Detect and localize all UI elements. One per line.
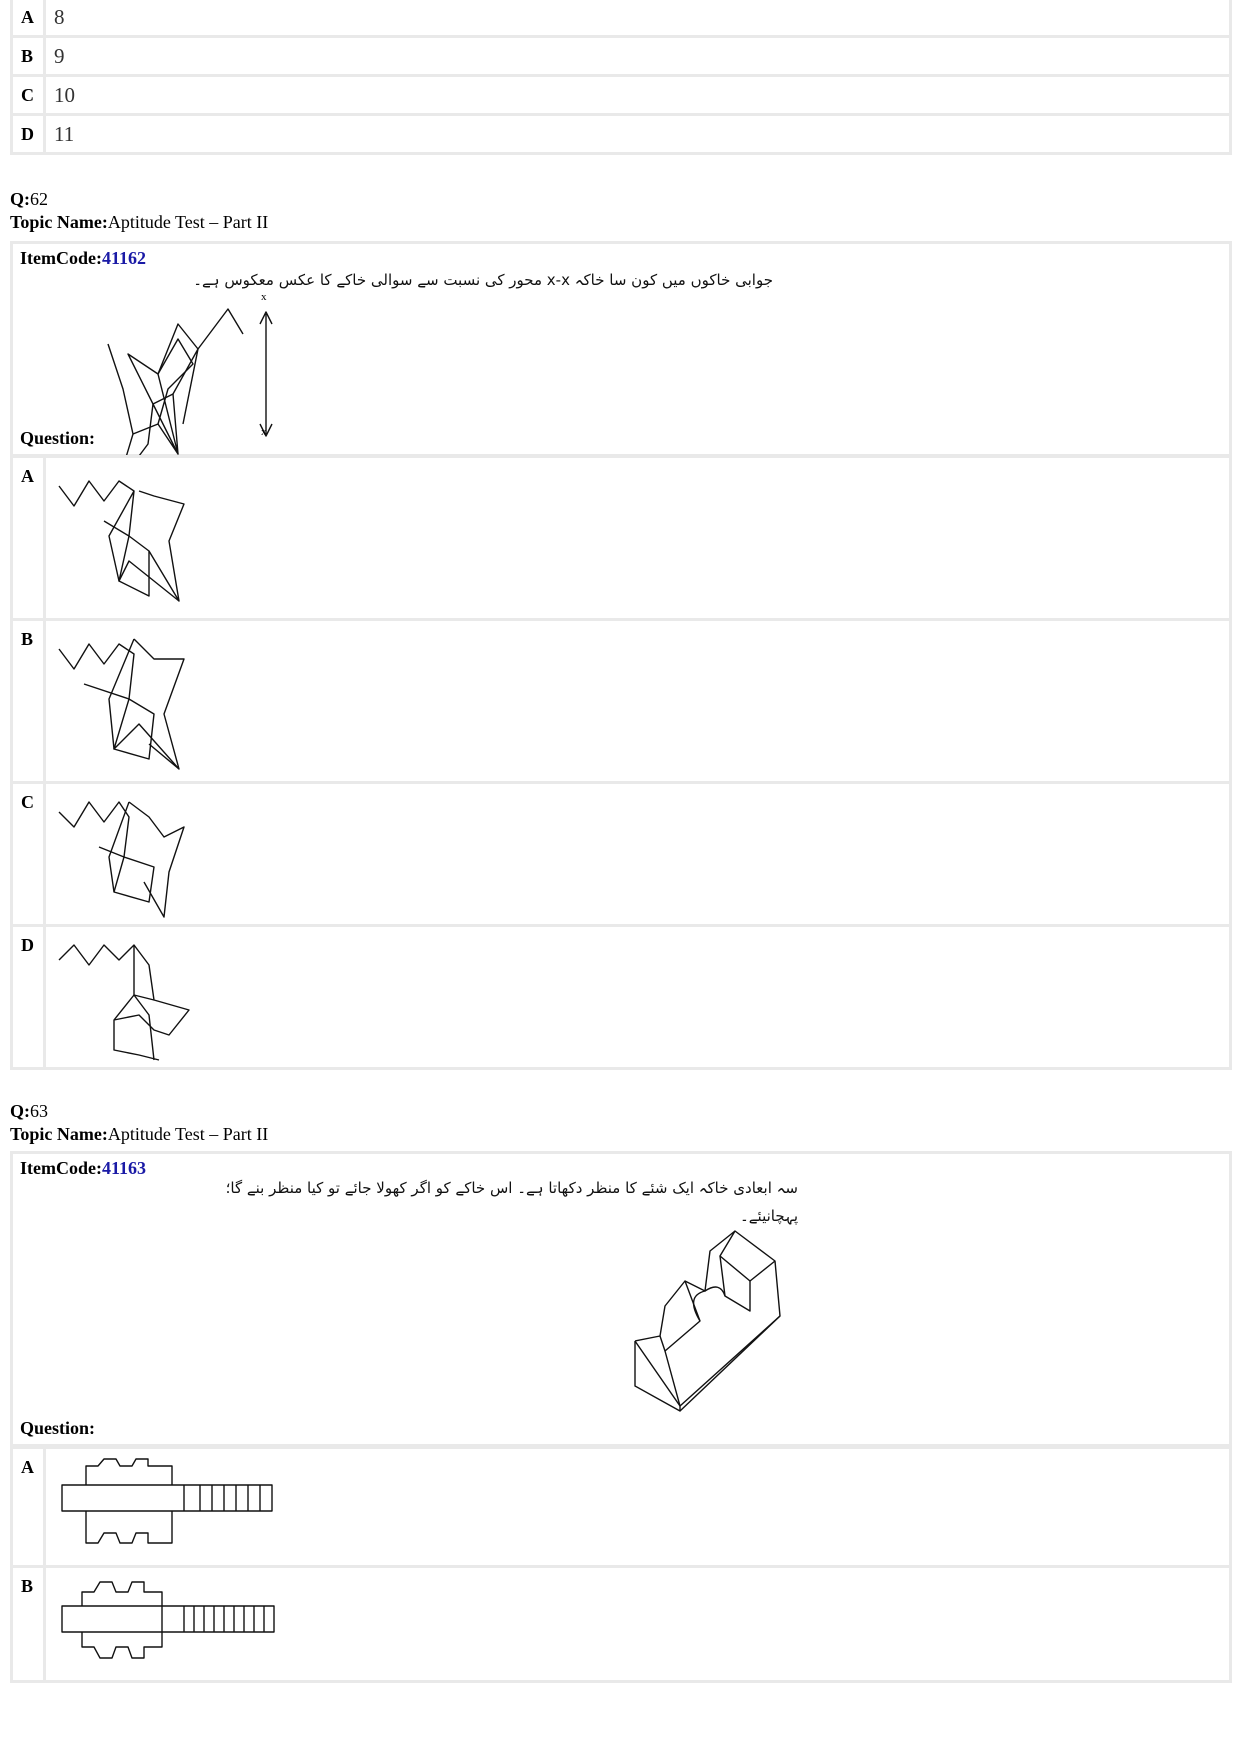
q62-option-c[interactable] — [13, 784, 1229, 924]
zigzag-figure-d — [54, 935, 214, 1065]
topic-label: Topic Name: — [10, 1124, 108, 1144]
option-letter: D — [13, 116, 43, 152]
option-letter: D — [13, 927, 43, 1067]
option-value: 11 — [54, 122, 75, 146]
q63-itemcode: ItemCode:41163 — [20, 1158, 146, 1178]
option-letter: B — [13, 621, 43, 781]
net-figure-b — [54, 1572, 294, 1678]
q62-option-d[interactable] — [13, 927, 1229, 1067]
option-letter: C — [13, 77, 43, 113]
topic-name: Aptitude Test – Part II — [107, 1124, 269, 1144]
option-value: 9 — [54, 44, 65, 68]
q62-itemcode: ItemCode:41162 — [20, 248, 146, 268]
net-figure-a — [54, 1453, 294, 1563]
question-number: 62 — [30, 189, 48, 209]
q63-question-line2: پہچانیئے۔ — [739, 1207, 798, 1225]
axis-label-bottom: x — [261, 426, 267, 438]
q63-3d-block-figure — [625, 1226, 795, 1426]
q61-options-table — [10, 0, 1232, 155]
axis-arrow-icon — [256, 304, 276, 444]
q63-question-label: Question: — [20, 1418, 96, 1438]
option-letter: A — [13, 0, 43, 35]
option-letter: C — [13, 784, 43, 924]
q63-options-table — [10, 1446, 1232, 1683]
q62-question-text: جوابی خاکوں میں کون سا خاکہ x-x محور کی نسبت سے سوالی خاکے کا عکس معکوس ہے۔ — [193, 271, 773, 289]
axis-label-top: x — [261, 291, 267, 303]
q62-question-box — [10, 241, 1232, 457]
q63-question-line1: سہ ابعادی خاکہ ایک شئے کا منظر دکھاتا ہے۔ اس خاکے کو اگر کھولا جائے تو کیا منظر بنے گا؛ — [225, 1179, 798, 1197]
q61-option-a[interactable] — [13, 0, 1229, 35]
topic-name: Aptitude Test – Part II — [107, 212, 269, 232]
q-label: Q: — [10, 189, 30, 209]
option-value: 8 — [54, 5, 65, 29]
q-label: Q: — [10, 1101, 30, 1121]
option-letter: A — [13, 1449, 43, 1565]
q62-option-a[interactable] — [13, 458, 1229, 618]
option-letter: B — [13, 38, 43, 74]
q61-option-d[interactable] — [13, 116, 1229, 152]
option-letter: A — [13, 458, 43, 618]
zigzag-figure-c — [54, 792, 214, 922]
question-number: 63 — [30, 1101, 48, 1121]
option-letter: B — [13, 1568, 43, 1680]
q63-question-box — [10, 1151, 1232, 1447]
q62-options-table — [10, 455, 1232, 1070]
q61-option-c[interactable] — [13, 77, 1229, 113]
q63-option-a[interactable] — [13, 1449, 1229, 1565]
q63-header — [10, 1100, 268, 1146]
q62-question-label: Question: — [20, 428, 96, 448]
q63-option-b[interactable] — [13, 1568, 1229, 1680]
q62-header — [10, 188, 268, 234]
q61-option-b[interactable] — [13, 38, 1229, 74]
q62-option-b[interactable] — [13, 621, 1229, 781]
option-value: 10 — [54, 83, 75, 107]
zigzag-figure-a — [54, 466, 214, 616]
zigzag-figure-b — [54, 629, 214, 779]
topic-label: Topic Name: — [10, 212, 108, 232]
